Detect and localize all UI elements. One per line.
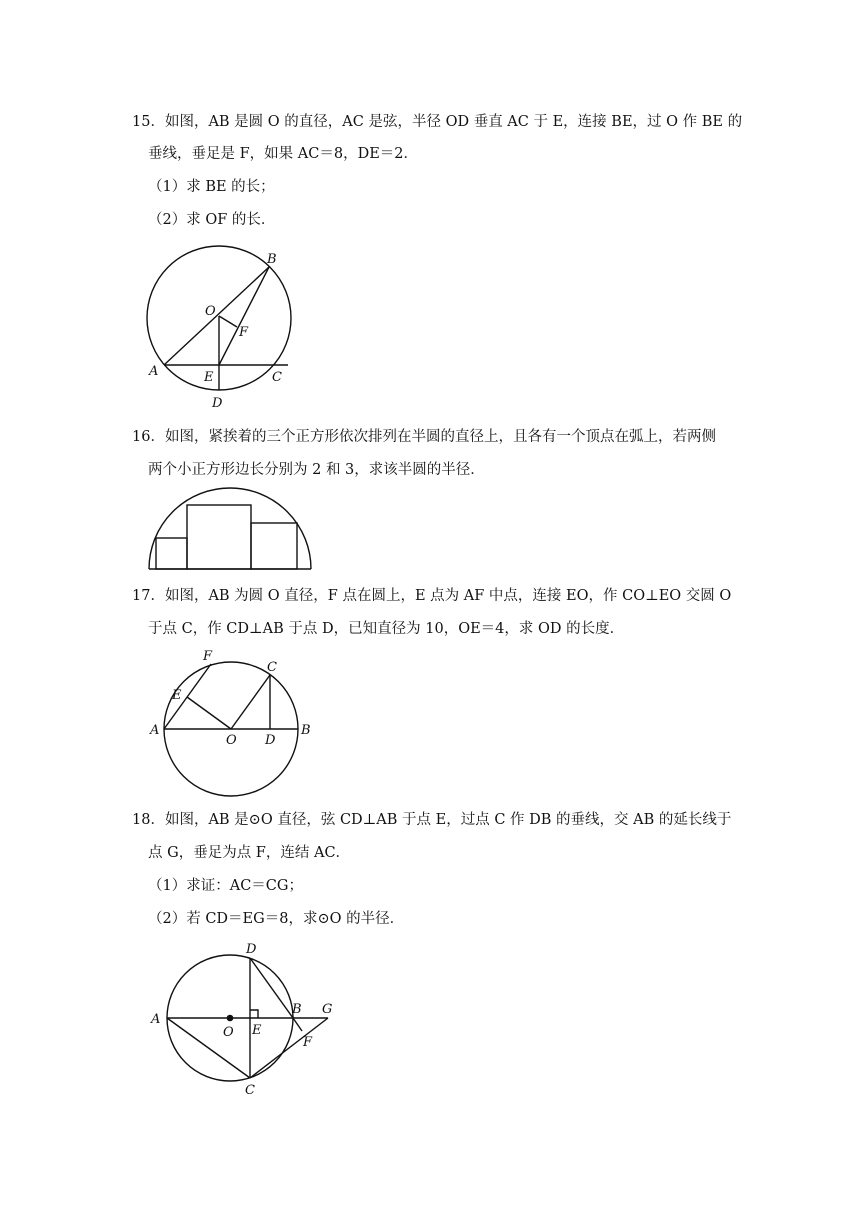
p17-label-o: O xyxy=(226,733,237,748)
problem-18-line-1: 18．如图，AB 是⊙O 直径，弦 CD⊥AB 于点 E，过点 C 作 DB 的垂线，交 AB 的延长线于 xyxy=(132,812,732,828)
p16-small-square-right xyxy=(251,523,297,569)
p18-segment-db xyxy=(250,958,293,1018)
p17-label-c: C xyxy=(267,660,277,675)
p15-diameter-ab xyxy=(164,267,269,365)
problem-18-part-2: （2）若 CD＝EG＝8，求⊙O 的半径． xyxy=(148,911,405,927)
p15-label-f: F xyxy=(239,325,249,340)
problem-18-line-2: 点 G，垂足为点 F，连结 AC． xyxy=(148,845,351,861)
p15-label-b: B xyxy=(267,252,277,267)
p18-segment-cg xyxy=(250,1018,328,1078)
p18-right-angle-mark xyxy=(250,1010,258,1018)
p17-label-a: A xyxy=(150,723,160,738)
p18-segment-bf xyxy=(293,1018,302,1031)
problem-15-part-2: （2）求 OF 的长． xyxy=(148,212,276,228)
p17-label-f: F xyxy=(203,649,213,664)
p17-segment-oc xyxy=(231,675,270,729)
problem-15-line-1: 15．如图，AB 是圆 O 的直径，AC 是弦，半径 OD 垂直 AC 于 E，连接 BE，过 O 作 BE 的 xyxy=(132,114,743,130)
p18-label-a: A xyxy=(151,1012,161,1027)
p15-label-d: D xyxy=(212,396,223,411)
p15-label-c: C xyxy=(272,370,282,385)
problem-15-figure xyxy=(140,240,310,415)
p18-label-e: E xyxy=(252,1023,262,1038)
problem-15-line-2: 垂线，垂足是 F，如果 AC＝8，DE＝2． xyxy=(148,146,419,162)
p15-label-o: O xyxy=(205,304,216,319)
problem-17-figure xyxy=(145,645,320,800)
p18-label-b: B xyxy=(292,1002,302,1017)
problem-16-figure xyxy=(140,490,320,575)
problem-16-line-1: 16．如图，紧挨着的三个正方形依次排列在半圆的直径上，且各有一个顶点在弧上，若两侧 xyxy=(132,429,716,445)
problem-17-line-1: 17．如图，AB 为圆 O 直径，F 点在圆上，E 点为 AF 中点，连接 EO，作 CO⊥EO 交圆 O xyxy=(132,588,732,604)
p18-label-d: D xyxy=(246,942,257,957)
p16-large-square-middle xyxy=(187,505,251,569)
p15-label-e: E xyxy=(204,370,214,385)
p16-semicircle xyxy=(149,488,311,569)
problem-15-part-1: （1）求 BE 的长； xyxy=(148,179,275,195)
p18-segment-ac xyxy=(167,1018,250,1078)
p18-label-f: F xyxy=(303,1035,313,1050)
p18-label-o: O xyxy=(223,1025,234,1040)
p16-small-square-left xyxy=(156,538,187,569)
p18-label-c: C xyxy=(245,1083,255,1098)
p17-label-b: B xyxy=(301,723,311,738)
p15-segment-of xyxy=(219,316,237,327)
p17-label-e: E xyxy=(172,688,182,703)
problem-18-figure xyxy=(145,935,345,1100)
p17-label-d: D xyxy=(265,733,276,748)
problem-17-line-2: 于点 C，作 CD⊥AB 于点 D，已知直径为 10，OE＝4，求 OD 的长度． xyxy=(148,621,625,637)
p15-label-a: A xyxy=(149,364,159,379)
p17-segment-eo xyxy=(187,697,231,729)
p18-label-g: G xyxy=(322,1002,333,1017)
p18-center-dot xyxy=(227,1015,232,1020)
problem-16-line-2: 两个小正方形边长分别为 2 和 3，求该半圆的半径． xyxy=(148,462,485,478)
problem-18-part-1: （1）求证：AC＝CG； xyxy=(148,878,303,894)
p15-segment-be xyxy=(219,267,269,365)
